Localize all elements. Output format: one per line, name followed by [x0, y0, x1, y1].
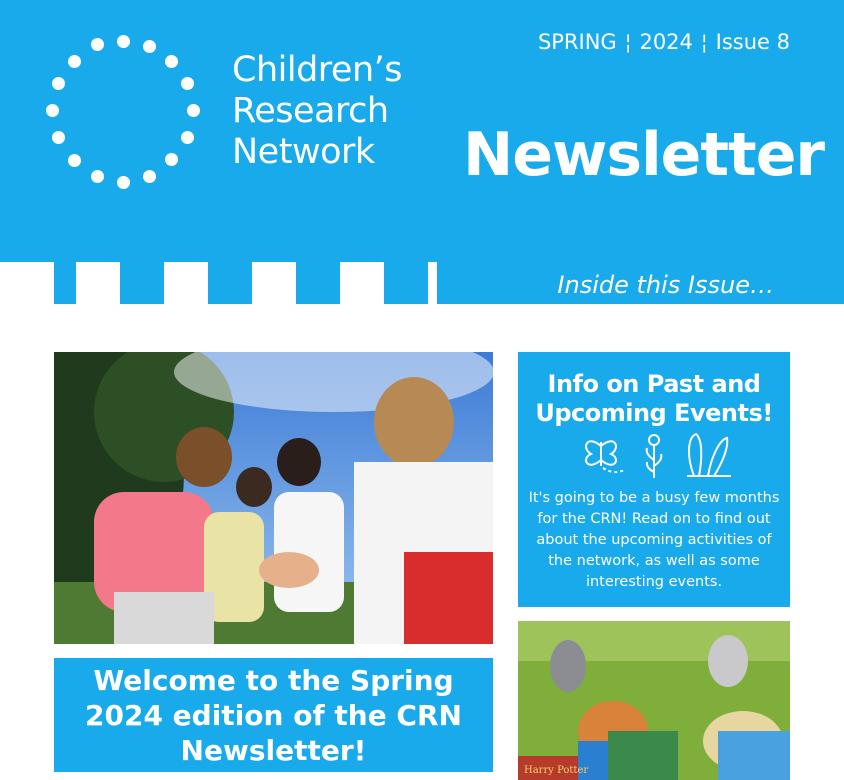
season-label: SPRING [537, 30, 617, 54]
separator: ¦ [624, 30, 632, 54]
decorative-tabs [0, 262, 844, 304]
spring-icons [518, 430, 790, 482]
brand-line-3: Network [232, 132, 375, 172]
tab-block [120, 262, 164, 304]
bunny-ears-icon [687, 434, 731, 476]
inside-this-issue: Inside this Issue… [557, 271, 774, 299]
events-body: It's going to be a busy few months for the CRN! Read on to find out about the upcoming activities of the network, as well as some interesting events. [528, 490, 780, 590]
brand-line-1: Children’s [232, 50, 402, 90]
children-stacking-hands-photo [54, 352, 493, 644]
tab-block [208, 262, 252, 304]
welcome-banner [54, 658, 493, 772]
year-label: 2024 [639, 30, 693, 54]
events-panel [518, 352, 790, 607]
book-title-text: Harry Potter [524, 765, 589, 776]
brand-line-2: Research [232, 91, 389, 131]
separator: ¦ [700, 30, 708, 54]
issue-label: Issue 8 [715, 30, 790, 54]
crn-logo-icon [40, 30, 210, 200]
tab-block [54, 262, 76, 304]
butterfly-icon [586, 441, 624, 472]
children-reading-on-grass-photo [518, 621, 790, 780]
issue-info [538, 30, 790, 54]
brand-name [232, 50, 402, 173]
flower-icon [647, 435, 662, 478]
tab-block [296, 262, 340, 304]
newsletter-title: Newsletter [463, 120, 824, 190]
header-banner [0, 0, 844, 262]
tab-block [384, 262, 428, 304]
welcome-heading: Welcome to the Spring 2024 edition of the CRN Newsletter! [85, 664, 462, 767]
events-heading: Info on Past and Upcoming Events! [535, 370, 773, 427]
